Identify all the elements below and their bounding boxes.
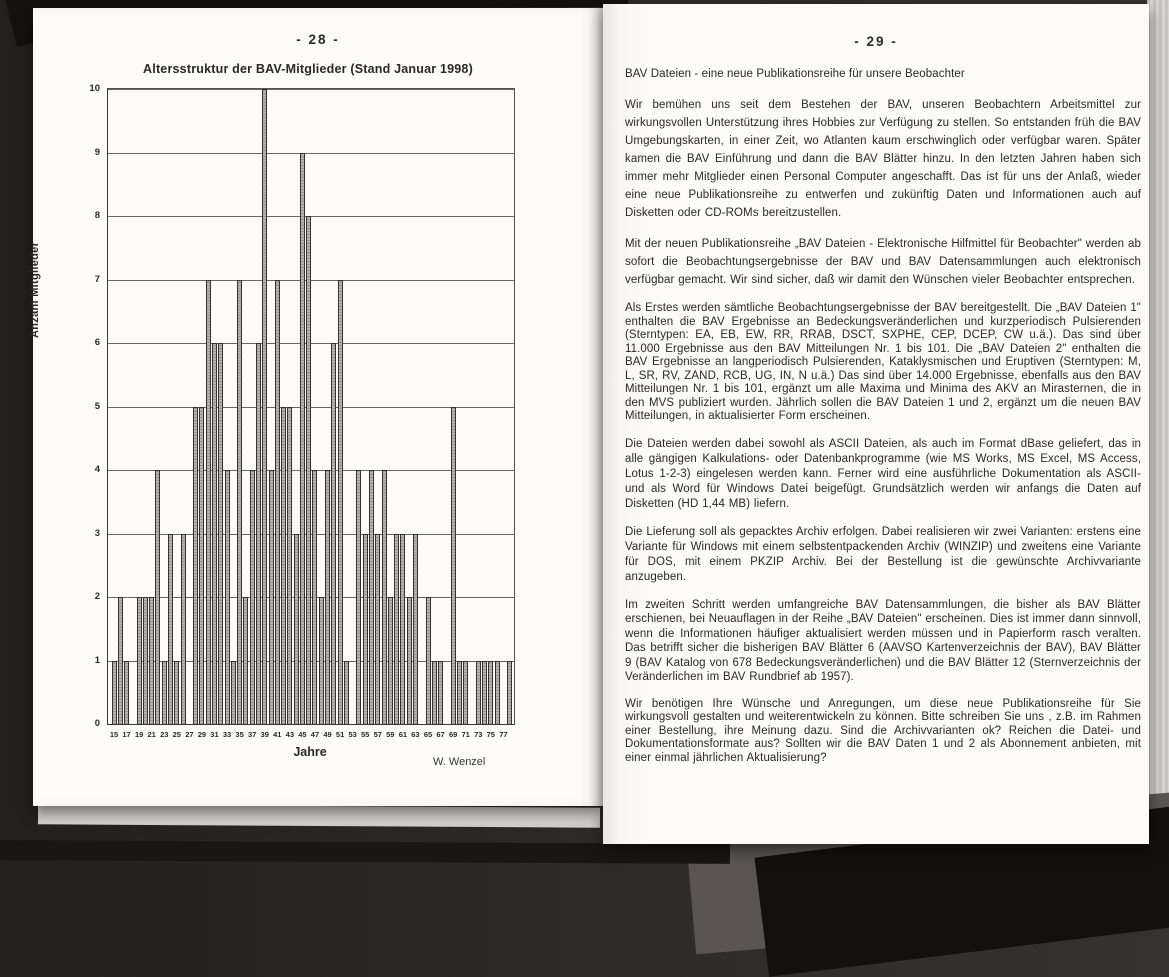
book-page-right [603,4,1149,844]
bar-age-23 [162,661,167,725]
bar-age-50 [331,343,336,724]
x-tick-label-77: 77 [499,730,508,739]
x-tick-label-49: 49 [323,730,332,739]
article-paragraph-3: Als Erstes werden sämtliche Beobachtungsergebnisse der BAV bereitgestellt. Die „BAV Dateien 1" enthalten die BAV Ergebnisse an Bedeckungsveränderlichen und kurzperiodisch Pulsierenden (Sterntypen: EA, EB, EW, RR, RRAB, DSCT, SXPHE, CEP, DCEP, CW u.ä.). Das sind über 11.000 Ergebnisse aus den BAV Mitteilungen Nr. 1 bis 101. Die „BAV Dateien 2" enthalten die BAV Ergebnisse an langperiodisch Pulsierenden, Kataklysmischen und Eruptiven (Sterntypen: M, L, SR, RV, ZAND, RCB, UG, IN, N u.ä.) Das sind über 14.000 Ergebnisse, ebenfalls aus den BAV Mitteilungen Nr. 1 bis 101, ergänzt um alle Maxima und Minima des AKV an Mirasternen, die in den MVS publiziert wurden. Jährlich sollen die BAV Dateien 1 und 2, ergänzt um die neuen BAV Mitteilungen, in aktualisierter Form erscheinen. [625,302,1141,422]
bar-age-33 [225,470,230,724]
bar-age-37 [250,470,255,724]
bar-age-59 [388,597,393,724]
x-tick-label-51: 51 [335,730,345,739]
article-paragraph-1: Wir bemühen uns seit dem Bestehen der BAV, unseren Beobachtern Arbeitsmittel zur wirkungsvollen Unterstützung ihres Hobbies zur Verfügung zu stellen. So entstanden früh die BAV Umgebungskarten, in einer Zeit, wo Atlanten kaum erschwinglich oder verfügbar waren. Später kamen die BAV Einführung und dann die BAV Blätter hinzu. In den letzten Jahren haben sich immer mehr Mitglieder einen Personal Computer angeschafft. Das ist für uns der Anlaß, wieder eine neue Publikationsreihe zu entwerfen und zukünftig Daten und Informationen auch auf Disketten oder CD-ROMs bereitzustellen. [625,99,1141,219]
bar-age-28 [193,407,198,725]
gridline-y-10 [108,89,514,90]
x-tick-label-67: 67 [436,730,445,739]
bar-age-38 [256,343,261,724]
y-tick-label-1: 1 [94,654,100,666]
chart-y-axis-label: Anzahl Mitglieder [29,241,41,338]
x-tick-label-33: 33 [222,730,232,739]
bar-age-75 [488,661,493,725]
x-tick-label-71: 71 [461,730,470,739]
bar-age-15 [112,661,117,725]
x-tick-label-75: 75 [486,730,495,739]
x-tick-label-47: 47 [310,730,320,739]
bar-age-22 [155,470,160,724]
y-tick-label-3: 3 [94,527,100,539]
bar-age-60 [394,534,399,725]
y-tick-label-5: 5 [94,400,100,412]
bar-age-57 [375,534,380,725]
bar-age-55 [363,534,368,725]
bar-age-49 [325,470,330,724]
x-tick-label-25: 25 [172,730,181,739]
bar-age-45 [300,153,305,725]
y-tick-label-9: 9 [94,146,100,158]
article-paragraph-7: Wir benötigen Ihre Wünsche und Anregungen, um diese neue Publikationsreihe für Sie wirkungsvoll gestalten und weiterentwickeln zu können. Bitte schreiben Sie uns , z.B. im Rahmen einer Bestellung, ihre Meinung dazu. Sind die Archivvarianten ok? Reichen die Datei- und Dokumentationsformate aus? Sollten wir die BAV Daten 1 und 2 als Abonnement anbieten, mit einer einmal jährlichen Aktualisierung? [625,697,1141,764]
bar-age-16 [118,597,123,724]
x-tick-label-35: 35 [235,730,244,739]
x-tick-label-31: 31 [210,730,219,739]
bar-age-42 [281,407,286,725]
y-tick-label-8: 8 [94,210,100,221]
article-body [625,96,1141,765]
bar-age-51 [338,280,343,725]
article-paragraph-4: Die Dateien werden dabei sowohl als ASCII Dateien, als auch im Format dBase geliefert, das in alle gängigen Kalkulations- oder Datenbankprogramme (wie MS Works, MS Excel, MS Access, Lotus 1-2-3) eingelesen werden kann. Ferner wird eine ausführliche Dokumentation als ASCII- und als Word für Windows Datei beigefügt. Grundsätzlich werden wir anfangs die Daten auf Disketten (HD 1,44 MB) liefern. [625,437,1141,510]
bar-age-73 [476,661,481,725]
bar-age-71 [463,661,468,725]
scan-underlying-page [38,804,600,827]
bar-age-66 [432,661,437,725]
bar-age-63 [413,534,418,725]
y-tick-label-0: 0 [94,718,100,729]
y-tick-label-2: 2 [94,591,100,602]
x-tick-label-45: 45 [298,730,307,739]
bar-age-34 [231,661,236,725]
bar-age-39 [262,89,267,724]
x-tick-label-41: 41 [273,730,282,739]
gridline-y-9 [108,153,514,154]
x-tick-label-43: 43 [285,730,294,739]
x-tick-label-19: 19 [134,730,144,739]
x-tick-label-15: 15 [109,730,119,739]
y-tick-label-4: 4 [94,464,100,475]
chart-x-axis-label: Jahre [293,745,327,759]
article-paragraph-2: Mit der neuen Publikationsreihe „BAV Dateien - Elektronische Hilfmittel für Beobachter" werden ab sofort die Beobachtungsergebnisse der BAV und BAV Datensammlungen auch elektronisch verfügbar gemacht. Wir sind sicher, daß wir damit den Wünschen vieler Beobachter entsprechen. [625,238,1141,286]
y-tick-label-10: 10 [89,83,100,94]
article-paragraph-5: Die Lieferung soll als gepacktes Archiv erfolgen. Dabei realisieren wir zwei Varianten: erstens eine Variante für Windows mit einem selbstentpackenden Archiv (WINZIP) und zweitens eine Variante für DOS, mit einem PKZIP Archiv. Bei der Bestellung ist die gewünschte Archivvariante anzugeben. [625,525,1141,583]
article [625,68,1141,778]
bar-age-58 [382,470,387,724]
x-tick-label-29: 29 [197,730,207,739]
bar-chart-plot-area [89,83,515,739]
x-tick-label-65: 65 [423,730,433,739]
bar-age-21 [149,597,154,724]
x-tick-label-23: 23 [160,730,169,739]
bar-age-40 [269,470,274,724]
chart-attribution: W. Wenzel [433,756,486,768]
bar-age-62 [407,597,412,724]
x-tick-label-73: 73 [474,730,483,739]
x-tick-label-39: 39 [260,730,269,739]
x-tick-label-63: 63 [411,730,420,739]
bar-age-52 [344,661,349,725]
bar-age-69 [451,407,456,725]
bar-age-74 [482,661,487,725]
bar-age-29 [199,407,204,725]
scan-page-stack-edge [1147,0,1169,850]
article-heading: BAV Dateien - eine neue Publikationsreihe für unsere Beobachter [625,68,965,80]
bar-age-47 [312,470,317,724]
bar-age-41 [275,280,280,725]
y-tick-label-6: 6 [94,337,100,348]
bar-age-61 [400,534,405,725]
bar-age-76 [495,661,500,725]
bar-age-56 [369,470,374,724]
bar-age-46 [306,216,311,724]
x-tick-label-27: 27 [185,730,194,739]
x-tick-label-53: 53 [348,730,357,739]
x-tick-label-55: 55 [361,730,370,739]
bar-age-78 [507,661,512,725]
bar-age-31 [212,343,217,724]
bar-age-32 [218,343,223,724]
bar-age-24 [168,534,173,725]
x-tick-label-61: 61 [398,730,408,739]
x-tick-label-69: 69 [448,730,458,739]
x-tick-label-59: 59 [386,730,395,739]
y-tick-label-7: 7 [94,273,100,285]
x-tick-label-37: 37 [247,730,257,739]
article-paragraph-6: Im zweiten Schritt werden umfangreiche BAV Datensammlungen, die bisher als BAV Blätter erschienen, bei Neuauflagen in der Reihe „BAV Dateien" erscheinen. Dies ist immer dann sinnvoll, wenn die Informationen häufiger aktualisiert werden müssen und in Papierform rasch veralten. Das betrifft sicher die bisherigen BAV Blätter 6 (AAVSO Kartenverzeichnis der BAV), BAV Blätter 9 (BAV Katalog von 678 Bedeckungsveränderlichen) und die BAV Blätter 12 (Sternverzeichnis der Veränderlichen im BAV Rundbrief ab 1957). [625,598,1142,683]
bar-age-54 [356,470,361,724]
bar-age-44 [294,534,299,725]
x-tick-label-21: 21 [147,730,156,739]
bar-age-17 [124,661,129,725]
bar-age-30 [206,280,211,725]
bar-age-19 [137,597,142,724]
bar-age-67 [438,661,443,725]
bar-age-20 [143,597,148,724]
bar-age-65 [426,597,431,724]
page-number-left: - 28 - [296,32,340,47]
bar-age-36 [243,597,248,724]
bar-age-70 [457,661,462,725]
bar-age-43 [287,407,292,725]
chart-title: Altersstruktur der BAV-Mitglieder (Stand Januar 1998) [143,62,473,76]
x-tick-label-57: 57 [373,730,382,739]
bar-age-25 [174,661,179,725]
x-tick-label-17: 17 [122,730,131,739]
page-number-right: - 29 - [854,34,898,49]
bar-age-48 [319,597,324,724]
bar-age-26 [181,534,186,725]
bar-age-35 [237,280,242,725]
book-page-left [29,8,603,806]
